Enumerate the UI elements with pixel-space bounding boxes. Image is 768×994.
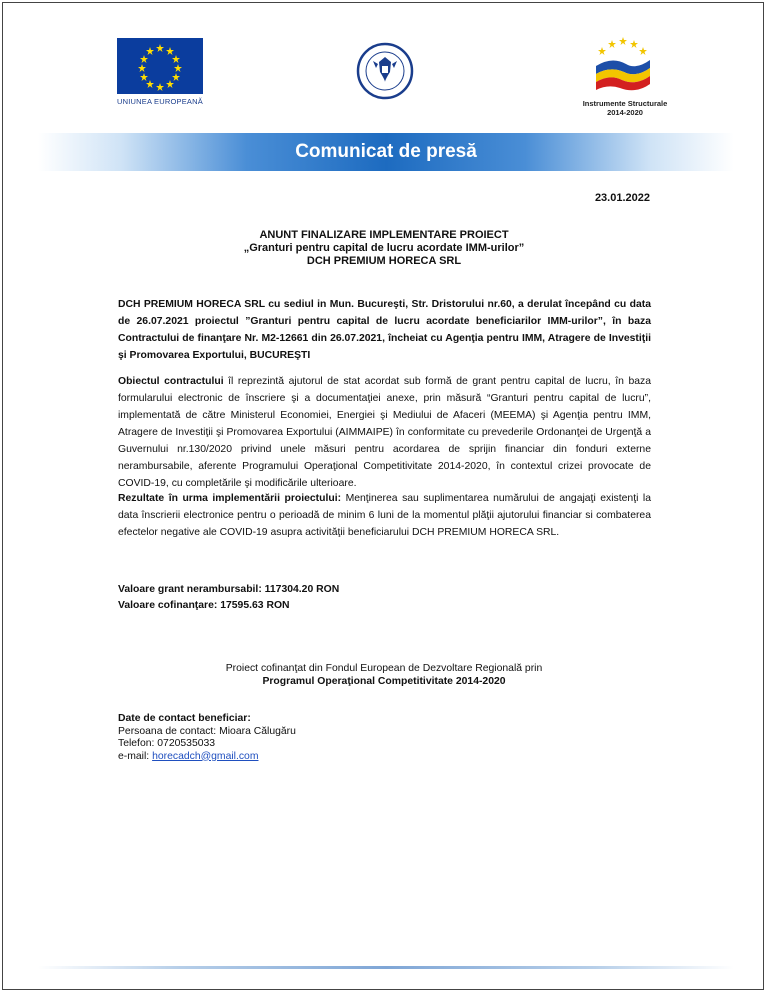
cofinancing-note: [0, 662, 768, 688]
grant-label: Valoare grant nerambursabil: [118, 584, 259, 595]
is-label-line2: 2014-2020: [607, 108, 643, 117]
email-label: e-mail:: [118, 750, 153, 762]
contract-object-text: îl reprezintă ajutorul de stat acordat sub formă de grant pentru capital de lucru, în baza formularului electronic de înscriere şi a documentaţiei anexe, prin măsură “Granturi pentru capital de lucru”, implementată de către Ministerul Economiei, Energiei şi Mediului de Afaceri (MEEMA) şi Agenţia pentru IMM, Atragere de Investiţii şi Promovarea Exportului (AIMMAIPE) în conformitate cu prevederile Ordonanţei de Urgenţă a Guvernului nr.130/2020 privind unele măsuri pentru acordarea de sprijin financiar din fonduri externe nerambursabile, aferente Programului Operaţional Competitivitate 2014-2020, în contextul crizei provocate de COVID-19, cu completările şi modificările ulterioare.: [118, 376, 651, 489]
contact-email-row: [118, 751, 296, 764]
cofinancing-line2: Programul Operaţional Competitivitate 2014-2020: [262, 676, 506, 687]
contact-block: [118, 713, 296, 763]
cofinancing-value-row: [118, 598, 339, 614]
contract-object-label: Obiectul contractului: [118, 376, 224, 387]
grant-value-row: [118, 582, 339, 598]
banner-title: Comunicat de presă: [295, 141, 477, 162]
coat-of-arms-icon: [356, 42, 414, 100]
structural-instruments-label: [565, 99, 685, 117]
footer-divider: [38, 966, 734, 969]
is-label-line1: Instrumente Structurale: [582, 99, 668, 108]
grant-value: : 117304.20 RON: [258, 584, 340, 595]
results-paragraph: [118, 490, 651, 541]
intro-paragraph: DCH PREMIUM HORECA SRL cu sediul in Mun. Bucureşti, Str. Dristorului nr.60, a derulat începând cu data de 26.07.2021 proiectul ”Granturi pentru capital de lucru acordate beneficiarilor IMM-urilor”, în baza Contractului de finanţare Nr. M2-12661 din 26.07.2021, încheiat cu Agenţia pentru IMM, Atragere de Investiţii şi Promovarea Exportului, BUCUREŞTI: [118, 299, 651, 361]
structural-instruments-icon: [592, 36, 654, 94]
announcement-titles: [0, 229, 768, 268]
contact-phone: Telefon: 0720535033: [118, 738, 216, 749]
eu-flag-logo: [117, 38, 203, 94]
eu-stars-icon: [117, 38, 203, 94]
government-emblem-logo: [356, 42, 414, 100]
results-label: Rezultate în urma implementării proiectului:: [118, 493, 342, 504]
title-line1: ANUNT FINALIZARE IMPLEMENTARE PROIECT: [259, 229, 509, 241]
email-link[interactable]: horecadch@gmail.com: [152, 750, 259, 762]
structural-instruments-logo: [592, 36, 654, 94]
contact-heading: Date de contact beneficiar:: [118, 713, 251, 724]
contact-person: Persoana de contact: Mioara Călugăru: [118, 725, 296, 737]
results-text: Menţinerea sau suplimentarea numărului de angajaţi existenţi la data înscrierii electronice pentru o perioadă de minim 6 luni de la momentul plăţii ajutorului financiar si combaterea efectelor negative ale COVID-19 asupra activităţii beneficiarului DCH PREMIUM HORECA SRL.: [118, 493, 651, 538]
cofinancing-value: : 17595.63 RON: [213, 600, 290, 611]
cofinancing-line1: Proiect cofinanţat din Fondul European de Dezvoltare Regională prin: [225, 663, 543, 674]
press-release-banner: [38, 133, 734, 171]
financial-values: [118, 582, 339, 614]
title-line2: „Granturi pentru capital de lucru acordate IMM-urilor”: [243, 242, 525, 254]
eu-label: UNIUNEA EUROPEANĂ: [117, 97, 203, 106]
title-line3: DCH PREMIUM HORECA SRL: [306, 255, 462, 267]
contract-object-paragraph: [118, 373, 651, 492]
document-date: 23.01.2022: [594, 192, 650, 204]
cofinancing-label: Valoare cofinanţare: [118, 600, 214, 611]
